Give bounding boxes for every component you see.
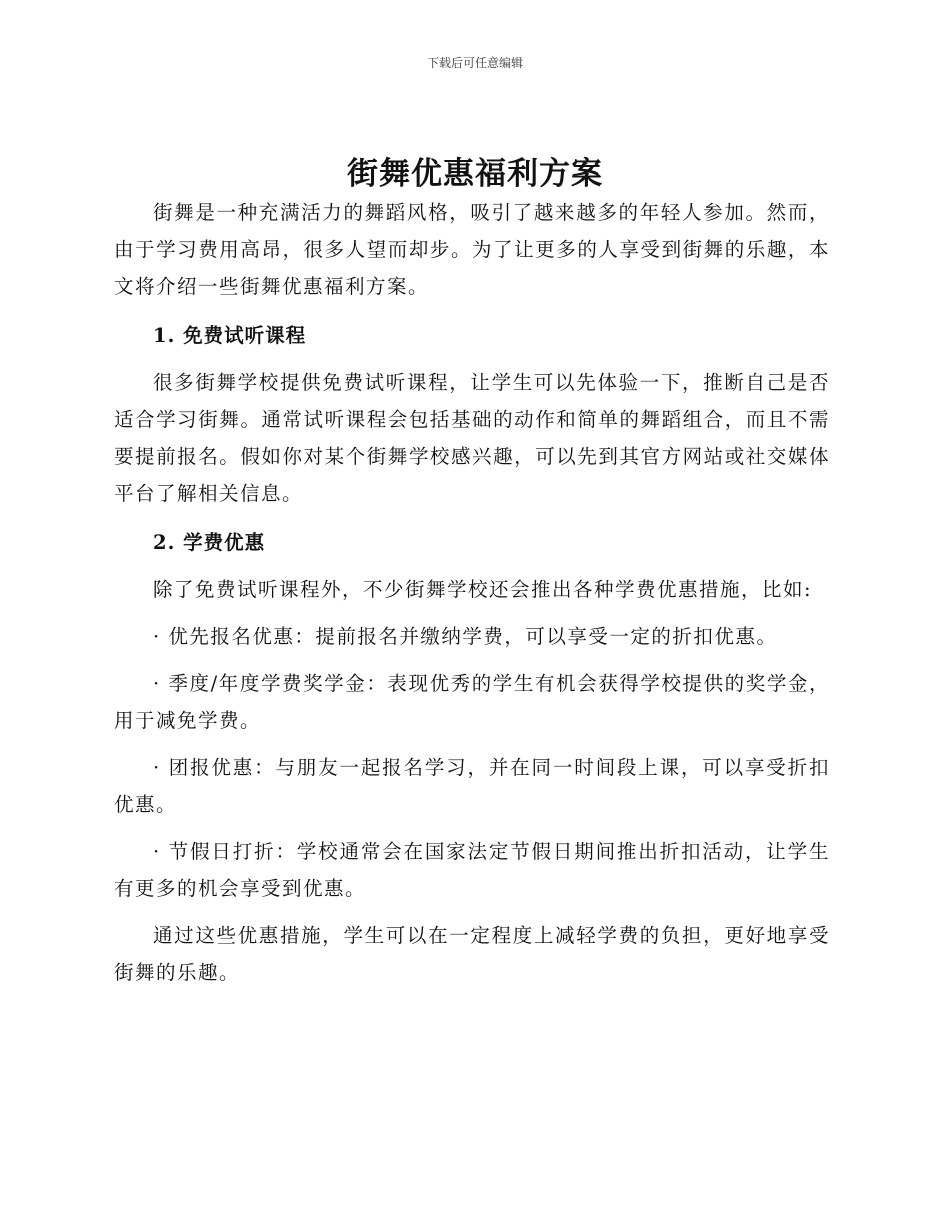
intro-paragraph: 街舞是一种充满活力的舞蹈风格，吸引了越来越多的年轻人参加。然而，由于学习费用高昂，很多人望而却步。为了让更多的人享受到街舞的乐趣，本文将介绍一些街舞优惠福利方案。 — [114, 201, 830, 298]
closing-paragraph: 通过这些优惠措施，学生可以在一定程度上减轻学费的负担，更好地享受街舞的乐趣。 — [114, 924, 830, 984]
section-1-paragraph: 很多街舞学校提供免费试听课程，让学生可以先体验一下，推断自己是否适合学习街舞。通常试听课程会包括基础的动作和简单的舞蹈组合，而且不需要提前报名。假如你对某个街舞学校感兴趣，可以先到其官方网站或社交媒体平台了解相关信息。 — [114, 371, 830, 505]
section-1-heading: 1. 免费试听课程 — [153, 324, 307, 347]
page-header-note: 下载后可任意编辑 — [426, 56, 523, 70]
document-body — [114, 194, 830, 991]
bullet-item-holiday-discount: · 节假日打折：学校通常会在国家法定节假日期间推出折扣活动，让学生有更多的机会享受到优惠。 — [114, 840, 830, 900]
section-2-heading: 2. 学费优惠 — [153, 531, 266, 554]
section-2-intro-paragraph: 除了免费试听课程外，不少街舞学校还会推出各种学费优惠措施，比如: — [153, 578, 813, 601]
bullet-item-group-discount: · 团报优惠：与朋友一起报名学习，并在同一时间段上课，可以享受折扣优惠。 — [114, 756, 830, 816]
document-title: 街舞优惠福利方案 — [347, 156, 603, 192]
bullet-item-early-registration: · 优先报名优惠：提前报名并缴纳学费，可以享受一定的折扣优惠。 — [153, 625, 778, 648]
bullet-item-scholarship: · 季度/年度学费奖学金：表现优秀的学生有机会获得学校提供的奖学金，用于减免学费。 — [114, 672, 830, 732]
